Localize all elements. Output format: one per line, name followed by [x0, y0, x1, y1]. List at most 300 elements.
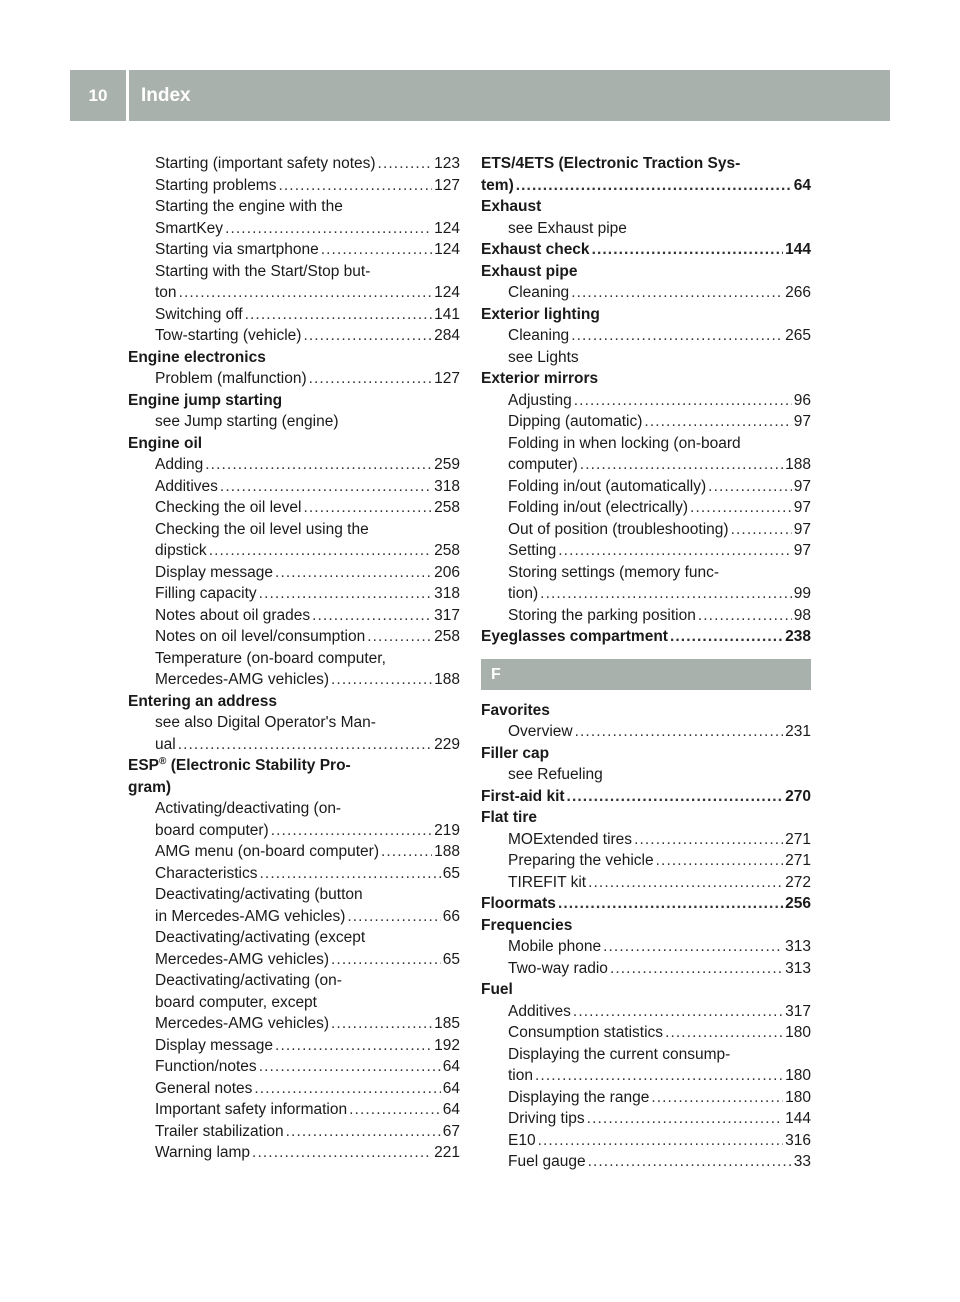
dot-leader: [260, 863, 441, 885]
entry-text: ESP® (Electronic Stability Pro-: [128, 755, 351, 774]
entry-text: Filling capacity: [155, 585, 257, 602]
entry-text: Folding in/out (electrically): [508, 499, 689, 516]
entry-text: Checking the oil level using the: [155, 520, 369, 538]
index-subentry: [481, 936, 811, 958]
entry-text: Exhaust check: [481, 241, 590, 258]
index-subentry: [481, 872, 811, 894]
entry-text: Function/notes: [155, 1058, 257, 1075]
index-entry: [128, 755, 460, 777]
dot-leader: [558, 540, 791, 562]
index-subentry: [481, 958, 811, 980]
index-subentry: [481, 850, 811, 872]
index-subentry: [481, 1130, 811, 1152]
entry-text: gram): [128, 778, 172, 796]
index-subentry: [128, 884, 460, 906]
entry-text: Favorites: [481, 701, 550, 719]
entry-text: Mobile phone: [508, 938, 602, 955]
page-reference: 317: [785, 1002, 811, 1020]
index-subentry: [128, 906, 460, 928]
dot-leader: [245, 304, 433, 326]
index-subentry: [128, 1142, 460, 1164]
index-entry: [481, 786, 811, 808]
entry-text: Setting: [508, 542, 557, 559]
dot-leader: [535, 1065, 783, 1087]
index-entry: [481, 979, 811, 1001]
entry-text: tion: [508, 1067, 533, 1084]
dot-leader: [538, 1130, 784, 1152]
header-divider: [126, 70, 129, 121]
page-reference: 318: [434, 477, 460, 495]
dot-leader: [259, 583, 432, 605]
index-subentry: [128, 949, 460, 971]
page-reference: 258: [434, 499, 460, 516]
dot-leader: [731, 519, 792, 541]
entry-text: Cleaning: [508, 284, 570, 301]
index-entry: [481, 304, 811, 326]
entry-text: Trailer stabilization: [155, 1122, 284, 1140]
index-subentry: [481, 1108, 811, 1130]
entry-text: Preparing the vehicle: [508, 852, 654, 869]
page-reference: 97: [793, 520, 811, 538]
dot-leader: [634, 829, 783, 851]
entry-text: Starting (important safety notes): [155, 155, 376, 172]
index-subentry: [128, 1078, 460, 1100]
index-column-left: [128, 153, 460, 1164]
index-subentry: [128, 368, 460, 390]
page-reference: 67: [442, 1122, 460, 1140]
index-subentry: [128, 927, 460, 949]
index-subentry: [128, 1121, 460, 1143]
page-reference: 266: [785, 284, 811, 301]
page-reference: 124: [434, 284, 460, 301]
page-reference: 64: [793, 176, 811, 194]
entry-text: Notes on oil level/consumption: [155, 628, 366, 645]
entry-text: Exhaust pipe: [481, 262, 578, 280]
index-subentry: [481, 583, 811, 605]
entry-text: Additives: [155, 477, 218, 495]
index-subentry: [128, 175, 460, 197]
index-entry: [128, 390, 460, 412]
page-reference: 238: [785, 628, 811, 645]
page-reference: 124: [434, 241, 460, 258]
dot-leader: [690, 497, 792, 519]
index-entry: [481, 196, 811, 218]
entry-text: General notes: [155, 1079, 253, 1097]
dot-leader: [574, 390, 792, 412]
index-subentry: [128, 583, 460, 605]
page-reference: 256: [785, 895, 811, 912]
entry-text: dipstick: [155, 542, 207, 559]
dot-leader: [209, 540, 432, 562]
entry-text: Activating/deactivating (on-: [155, 800, 342, 817]
page-reference: 65: [442, 864, 460, 882]
dot-leader: [588, 1151, 792, 1173]
index-entry: [481, 700, 811, 722]
dot-leader: [275, 1035, 432, 1057]
page-reference: 206: [434, 563, 460, 581]
page-title: Index: [141, 85, 191, 106]
index-subentry: [128, 411, 460, 433]
page-reference: 97: [793, 542, 811, 559]
page-reference: 127: [434, 176, 460, 194]
page-reference: 188: [434, 843, 460, 860]
index-subentry: [128, 820, 460, 842]
entry-text: in Mercedes-AMG vehicles): [155, 907, 346, 925]
page-reference: 317: [434, 606, 460, 624]
index-entry: [481, 153, 811, 175]
entry-text: Engine electronics: [128, 348, 266, 366]
index-subentry: [128, 841, 460, 863]
index-subentry: [128, 476, 460, 498]
dot-leader: [592, 239, 784, 261]
index-entry: [128, 777, 460, 799]
entry-text: Display message: [155, 563, 274, 581]
entry-text: Driving tips: [508, 1110, 585, 1127]
entry-text: Deactivating/activating (except: [155, 929, 366, 946]
entry-text: Starting with the Start/Stop but-: [155, 262, 371, 280]
dot-leader: [312, 605, 432, 627]
entry-text: Frequencies: [481, 916, 573, 934]
index-subentry: [128, 1035, 460, 1057]
entry-text: Fuel: [481, 981, 513, 998]
page-reference: 144: [785, 241, 811, 258]
entry-text: Checking the oil level: [155, 499, 302, 516]
page-reference: 185: [434, 1015, 460, 1032]
index-entry: [481, 893, 811, 915]
entry-text: Important safety information: [155, 1101, 348, 1118]
entry-text: Engine jump starting: [128, 391, 283, 409]
entry-text: computer): [508, 456, 578, 473]
page-reference: 221: [434, 1144, 460, 1161]
page-reference: 265: [785, 327, 811, 344]
dot-leader: [349, 1099, 441, 1121]
entry-text: Eyeglasses compartment: [481, 628, 668, 645]
page-reference: 180: [785, 1088, 811, 1106]
index-subentry: [481, 411, 811, 433]
dot-leader: [665, 1022, 783, 1044]
entry-text: ton: [155, 284, 177, 301]
entry-text: Characteristics: [155, 864, 258, 882]
dot-leader: [259, 1056, 441, 1078]
dot-leader: [331, 669, 432, 691]
entry-text: Tow-starting (vehicle): [155, 327, 302, 344]
dot-leader: [367, 626, 432, 648]
index-subentry: [481, 325, 811, 347]
page-reference: 97: [793, 499, 811, 516]
dot-leader: [580, 454, 783, 476]
index-subentry: [128, 626, 460, 648]
index-subentry: [128, 970, 460, 992]
dot-leader: [331, 949, 441, 971]
index-subentry: [481, 1001, 811, 1023]
page-reference: 272: [785, 873, 811, 891]
index-entry: [128, 433, 460, 455]
dot-leader: [571, 325, 783, 347]
index-subentry: [128, 304, 460, 326]
index-subentry: [481, 497, 811, 519]
dot-leader: [205, 454, 432, 476]
page-reference: 313: [785, 938, 811, 955]
page-reference: 98: [793, 606, 811, 624]
index-subentry: [128, 605, 460, 627]
entry-text: Displaying the range: [508, 1088, 650, 1106]
page-reference: 124: [434, 219, 460, 237]
dot-leader: [271, 820, 432, 842]
dot-leader: [651, 1087, 783, 1109]
entry-text: Starting via smartphone: [155, 241, 319, 258]
entry-text: Folding in when locking (on-board: [508, 434, 741, 452]
entry-text: Deactivating/activating (on-: [155, 972, 342, 989]
index-entry: [481, 261, 811, 283]
dot-leader: [225, 218, 432, 240]
entry-text: Storing the parking position: [508, 606, 696, 624]
index-subentry: [481, 1087, 811, 1109]
page-reference: 64: [442, 1079, 460, 1097]
dot-leader: [331, 1013, 432, 1035]
index-subentry: [128, 196, 460, 218]
entry-text: Mercedes-AMG vehicles): [155, 671, 329, 688]
dot-leader: [275, 562, 432, 584]
index-subentry: [128, 648, 460, 670]
index-subentry: [481, 562, 811, 584]
page-reference: 271: [785, 852, 811, 869]
index-subentry: [481, 1022, 811, 1044]
entry-text: Storing settings (memory func-: [508, 563, 720, 581]
entry-text: Displaying the current consump-: [508, 1045, 731, 1063]
page-reference: 65: [442, 950, 460, 968]
index-subentry: [128, 712, 460, 734]
index-entry: [128, 347, 460, 369]
index-subentry: [481, 1151, 811, 1173]
page-reference: 259: [434, 456, 460, 473]
page-reference: 284: [434, 327, 460, 344]
entry-text: Additives: [508, 1002, 571, 1020]
dot-leader: [252, 1142, 432, 1164]
index-subentry: [128, 153, 460, 175]
entry-text: tem): [481, 176, 514, 194]
index-subentry: [128, 497, 460, 519]
entry-text: Consumption statistics: [508, 1024, 664, 1041]
entry-text: see also Digital Operator's Man-: [155, 714, 376, 731]
index-subentry: [128, 1013, 460, 1035]
page-reference: 141: [434, 305, 460, 323]
index-subentry: [481, 347, 811, 369]
entry-text: Fuel gauge: [508, 1153, 586, 1170]
entry-text: Exhaust: [481, 198, 542, 215]
page-reference: 188: [434, 671, 460, 688]
entry-text: MOExtended tires: [508, 830, 633, 848]
entry-text: E10: [508, 1131, 536, 1149]
index-subentry: [128, 261, 460, 283]
entry-text: SmartKey: [155, 219, 224, 237]
dot-leader: [588, 872, 783, 894]
page-reference: 316: [785, 1131, 811, 1149]
index-entry: [481, 743, 811, 765]
dot-leader: [303, 325, 432, 347]
entry-text: Filler cap: [481, 744, 550, 762]
entry-text: Switching off: [155, 305, 243, 323]
entry-text: Starting problems: [155, 176, 277, 194]
dot-leader: [378, 153, 433, 175]
index-group-f: [481, 700, 811, 1173]
page-reference: 258: [434, 628, 460, 645]
index-subentry: [128, 454, 460, 476]
page-reference: 64: [442, 1101, 460, 1118]
index-subentry: [481, 454, 811, 476]
page-reference: 127: [434, 370, 460, 387]
dot-leader: [558, 893, 783, 915]
index-subentry: [128, 863, 460, 885]
index-entry: [481, 239, 811, 261]
page-reference: 258: [434, 542, 460, 559]
dot-leader: [286, 1121, 441, 1143]
index-subentry: [481, 764, 811, 786]
entry-text: tion): [508, 585, 539, 602]
index-subentry: [128, 562, 460, 584]
index-subentry: [128, 218, 460, 240]
page-reference: 64: [442, 1058, 460, 1075]
dot-leader: [254, 1078, 440, 1100]
entry-text: Notes about oil grades: [155, 606, 311, 624]
entry-text: Adjusting: [508, 391, 572, 409]
entry-text: board computer, except: [155, 993, 317, 1011]
index-entry: [481, 915, 811, 937]
entry-text: see Lights: [508, 348, 579, 366]
index-entry: [481, 807, 811, 829]
dot-leader: [278, 175, 432, 197]
entry-text: see Exhaust pipe: [508, 219, 627, 237]
page-reference: 96: [793, 391, 811, 409]
entry-text: Entering an address: [128, 692, 278, 710]
entry-text: Cleaning: [508, 327, 570, 344]
page-reference: 144: [785, 1110, 811, 1127]
index-subentry: [481, 390, 811, 412]
index-subentry: [128, 282, 460, 304]
page-reference: 231: [785, 723, 811, 740]
registered-mark: ®: [159, 755, 167, 767]
dot-leader: [540, 583, 792, 605]
page-reference: 318: [434, 585, 460, 602]
entry-text: board computer): [155, 821, 269, 839]
page-reference: 180: [785, 1024, 811, 1041]
entry-text: First-aid kit: [481, 787, 565, 805]
index-subentry: [481, 605, 811, 627]
entry-text: Floormats: [481, 895, 556, 912]
page-reference: 188: [785, 456, 811, 473]
dot-leader: [567, 786, 784, 808]
page-reference: 271: [785, 830, 811, 848]
page-reference: 97: [793, 413, 811, 430]
dot-leader: [571, 282, 783, 304]
dot-leader: [220, 476, 432, 498]
dot-leader: [573, 1001, 783, 1023]
index-subentry: [128, 540, 460, 562]
entry-text: Display message: [155, 1036, 274, 1054]
dot-leader: [309, 368, 433, 390]
index-subentry: [481, 540, 811, 562]
entry-text: Dipping (automatic): [508, 413, 643, 430]
entry-text: ual: [155, 735, 176, 753]
entry-text: see Refueling: [508, 766, 603, 783]
entry-text: Folding in/out (automatically): [508, 477, 707, 495]
page-header-bar: [70, 70, 890, 121]
index-subentry: [481, 519, 811, 541]
index-entry: [481, 626, 811, 648]
index-subentry: [128, 798, 460, 820]
page-reference: 180: [785, 1067, 811, 1084]
dot-leader: [644, 411, 791, 433]
page-reference: 270: [785, 787, 811, 805]
index-subentry: [128, 239, 460, 261]
entry-text: Exterior lighting: [481, 305, 600, 323]
page-reference: 313: [785, 959, 811, 977]
dot-leader: [303, 497, 432, 519]
entry-text: Warning lamp: [155, 1144, 251, 1161]
index-subentry: [481, 218, 811, 240]
index-subentry: [481, 1065, 811, 1087]
index-subentry: [128, 325, 460, 347]
dot-leader: [178, 734, 432, 756]
entry-text: Overview: [508, 723, 573, 740]
dot-leader: [656, 850, 784, 872]
dot-leader: [516, 175, 792, 197]
section-letter-banner: F: [481, 659, 811, 690]
dot-leader: [587, 1108, 783, 1130]
index-entry: [481, 368, 811, 390]
dot-leader: [610, 958, 783, 980]
index-subentry: [128, 734, 460, 756]
index-subentry: [128, 1099, 460, 1121]
dot-leader: [603, 936, 783, 958]
dot-leader: [321, 239, 432, 261]
entry-text: Mercedes-AMG vehicles): [155, 1015, 329, 1032]
entry-text: see Jump starting (engine): [155, 413, 339, 430]
entry-text: Temperature (on-board computer,: [155, 649, 386, 667]
index-group-e-continued: [481, 153, 811, 648]
entry-text: Flat tire: [481, 809, 537, 826]
index-subentry: [481, 282, 811, 304]
page-reference: 66: [442, 907, 460, 925]
page-reference: 192: [434, 1036, 460, 1054]
dot-leader: [698, 605, 792, 627]
index-subentry: [128, 1056, 460, 1078]
page-reference: 99: [793, 585, 811, 602]
entry-text: AMG menu (on-board computer): [155, 843, 379, 860]
page-reference: 33: [793, 1153, 811, 1170]
page-reference: 97: [793, 477, 811, 495]
page-reference: 123: [434, 155, 460, 172]
index-subentry: [128, 669, 460, 691]
index-subentry: [128, 519, 460, 541]
dot-leader: [381, 841, 432, 863]
index-subentry: [128, 992, 460, 1014]
index-subentry: [481, 433, 811, 455]
index-subentry: [481, 476, 811, 498]
index-subentry: [481, 1044, 811, 1066]
entry-text: Starting the engine with the: [155, 198, 343, 215]
dot-leader: [708, 476, 792, 498]
entry-text: Exterior mirrors: [481, 370, 599, 387]
page-number: 10: [88, 86, 108, 105]
entry-text: Two-way radio: [508, 959, 608, 977]
entry-text: ETS/4ETS (Electronic Traction Sys-: [481, 155, 741, 172]
dot-leader: [670, 626, 783, 648]
entry-text: Engine oil: [128, 434, 203, 452]
page-reference: 229: [434, 735, 460, 753]
index-subentry: [481, 829, 811, 851]
index-entry: [481, 175, 811, 197]
entry-text: Deactivating/activating (button: [155, 886, 363, 903]
